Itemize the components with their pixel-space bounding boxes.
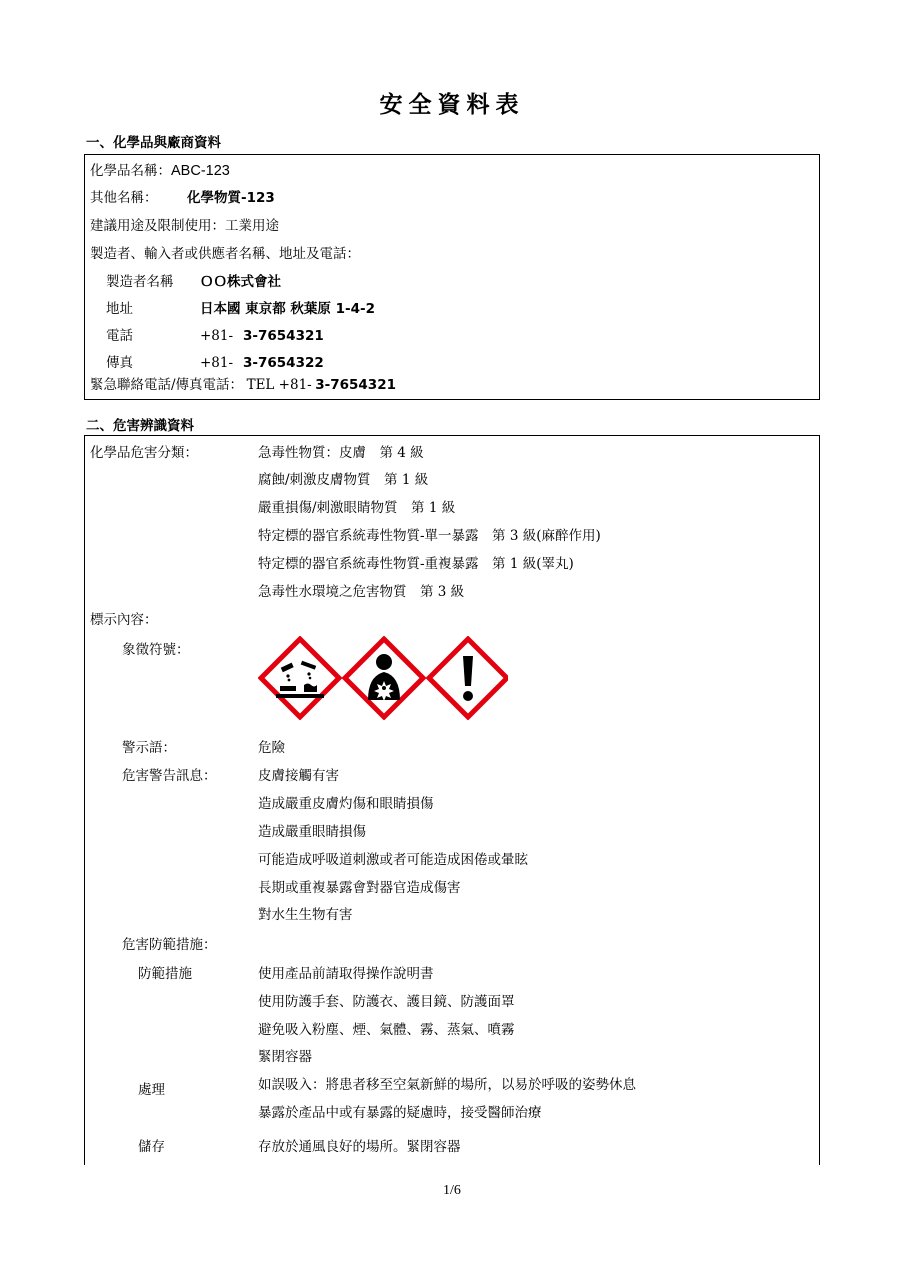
use-label: 建議用途及限制使用：: [90, 218, 225, 234]
maker-label: 製造者名稱: [106, 274, 174, 290]
classification-label: 化學品危害分類：: [90, 445, 198, 461]
precautions-label: 危害防範措施：: [122, 937, 217, 953]
hazard-statement: 對水生生物有害: [258, 907, 353, 923]
storage-label: 儲存: [138, 1139, 165, 1155]
product-name: ABC-123: [171, 163, 230, 179]
fax-code: +81-: [200, 355, 234, 371]
fax-label: 傳真: [106, 355, 133, 371]
address-label: 地址: [106, 301, 133, 317]
emergency-row: [90, 376, 396, 395]
response-item: 如誤吸入：將患者移至空氣新鮮的場所，以易於呼吸的姿勢休息: [258, 1077, 636, 1093]
hazard-statement: 長期或重複暴露會對器官造成傷害: [258, 880, 461, 896]
other-name-label: 其他名稱：: [90, 190, 158, 206]
other-name: 化學物質-123: [187, 190, 275, 206]
emergency-number: 3-7654321: [315, 377, 396, 393]
classification-item: 急毒性物質：皮膚 第 4 級: [258, 445, 424, 461]
hazard-statement: 造成嚴重眼睛損傷: [258, 824, 366, 840]
prevention-item: 緊閉容器: [258, 1049, 312, 1065]
address-value: 日本國 東京都 秋葉原 1-4-2: [200, 301, 375, 317]
signal-word: 危險: [258, 740, 285, 756]
ghs-pictograms: [258, 636, 508, 720]
prevention-item: 使用產品前請取得操作說明書: [258, 966, 434, 982]
hazard-statements-label: 危害警告訊息：: [122, 768, 217, 784]
product-name-label: 化學品名稱：: [90, 163, 171, 179]
emergency-label: 緊急聯絡電話/傳真電話：: [90, 377, 244, 393]
hazard-statement: 皮膚接觸有害: [258, 768, 339, 784]
classification-item: 特定標的器官系統毒性物質-單一暴露 第 3 級(麻醉作用): [258, 528, 601, 544]
corrosion-icon: [261, 639, 339, 717]
classification-item: 急毒性水環境之危害物質 第 3 級: [258, 584, 465, 600]
phone-code: +81-: [200, 328, 234, 344]
storage-item: 存放於通風良好的場所。緊閉容器: [258, 1139, 461, 1155]
page-number: 1/6: [443, 1183, 461, 1198]
pictogram-label: 象徵符號：: [122, 642, 190, 658]
use-row: [90, 217, 279, 236]
hazard-statement: 可能造成呼吸道刺激或者可能造成困倦或暈眩: [258, 852, 528, 868]
classification-item: 特定標的器官系統毒性物質-重複暴露 第 1 級(睪丸): [258, 556, 574, 572]
response-label: 處理: [138, 1082, 165, 1098]
label-content-label: 標示內容：: [90, 612, 158, 628]
document-title: 安全資料表: [379, 91, 525, 118]
phone-number: 3-7654321: [243, 328, 324, 344]
health-hazard-icon: [345, 639, 423, 717]
use-value: 工業用途: [225, 218, 279, 234]
prevention-label: 防範措施: [138, 966, 192, 982]
prevention-item: 避免吸入粉塵、煙、氣體、霧、蒸氣、噴霧: [258, 1022, 515, 1038]
maker-value: ＯＯ株式會社: [200, 274, 281, 290]
supplier-heading: 製造者、輸入者或供應者名稱、地址及電話：: [90, 246, 360, 262]
prevention-item: 使用防護手套、防護衣、護目鏡、防護面罩: [258, 994, 515, 1010]
other-name-row: [90, 189, 158, 208]
response-item: 暴露於產品中或有暴露的疑慮時，接受醫師治療: [258, 1105, 542, 1121]
phone-label: 電話: [106, 328, 133, 344]
section2-heading: 二、危害辨識資料: [86, 418, 194, 434]
section1-heading: 一、化學品與廠商資料: [86, 135, 221, 151]
signal-word-label: 警示語：: [122, 740, 176, 756]
emergency-prefix: TEL +81-: [246, 377, 312, 393]
fax-number: 3-7654322: [243, 355, 324, 371]
classification-item: 嚴重損傷/刺激眼睛物質 第 1 級: [258, 500, 456, 516]
hazard-statement: 造成嚴重皮膚灼傷和眼睛損傷: [258, 796, 434, 812]
classification-item: 腐蝕/刺激皮膚物質 第 1 級: [258, 472, 429, 488]
exclamation-icon: [429, 639, 507, 717]
product-name-row: [90, 162, 230, 181]
